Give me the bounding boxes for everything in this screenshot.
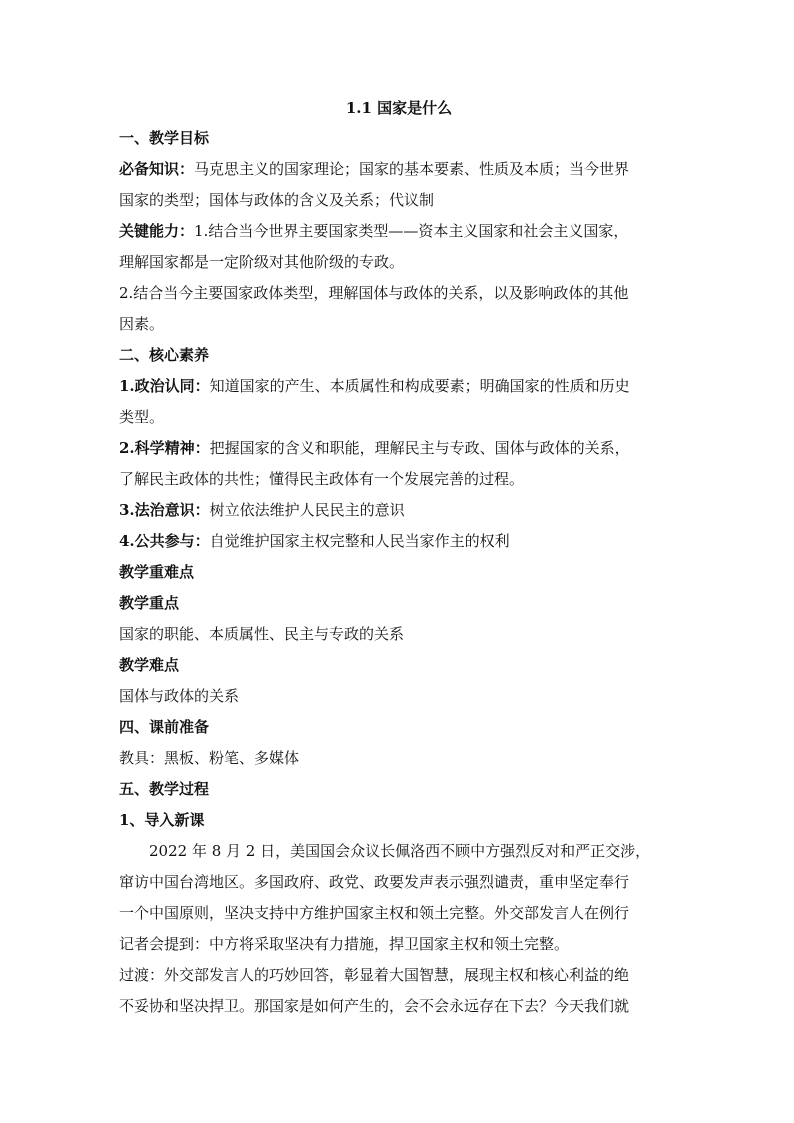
literacy2-line2: 了解民主政体的共性；懂得民主政体有一个发展完善的过程。 <box>119 470 525 488</box>
key-ability-line1 <box>119 216 679 247</box>
key-ability2-line2: 因素。 <box>119 315 165 333</box>
essential-knowledge-line2: 国家的类型；国体与政体的含义及关系；代议制 <box>119 191 435 209</box>
essential-knowledge-label: 必备知识： <box>119 160 195 178</box>
literacy3-text: 树立依法维护人民民主的意识 <box>209 501 405 519</box>
key-ability-line2: 理解国家都是一定阶级对其他阶级的专政。 <box>119 253 405 271</box>
literacy1-label: 1.政治认同： <box>119 377 210 395</box>
section-heading-prep: 四、课前准备 <box>119 718 210 736</box>
literacy4-line <box>119 526 679 557</box>
page-title: 1.1 国家是什么 <box>345 99 453 117</box>
literacy4-label: 4.公共参与： <box>119 532 210 550</box>
key-ability-label: 关键能力： <box>119 222 195 240</box>
difficulty-text: 国体与政体的关系 <box>119 687 240 705</box>
literacy4-text: 自觉维护国家主权完整和人民当家作主的权利 <box>209 532 510 550</box>
section-heading-process: 五、教学过程 <box>119 780 210 798</box>
literacy3-label: 3.法治意识： <box>119 501 210 519</box>
intro-paragraph-line4: 记者会提到：中方将采取坚决有力措施，捍卫国家主权和领土完整。 <box>119 935 570 953</box>
essential-knowledge-text1: 马克思主义的国家理论；国家的基本要素、性质及本质；当今世界 <box>194 160 630 178</box>
document-page <box>119 93 679 1022</box>
essential-knowledge-line1 <box>119 154 679 185</box>
intro-heading: 1、导入新课 <box>119 811 205 829</box>
focus-text: 国家的职能、本质属性、民主与专政的关系 <box>119 625 405 643</box>
section-heading-literacy: 二、核心素养 <box>119 346 210 364</box>
prep-text: 教具：黑板、粉笔、多媒体 <box>119 749 300 767</box>
transition-line2: 不妥协和坚决捍卫。那国家是如何产生的，会不会永远存在下去？今天我们就 <box>119 997 630 1015</box>
literacy1-line2: 类型。 <box>119 408 165 426</box>
focus-heading: 教学重点 <box>119 594 180 612</box>
literacy1-line1 <box>119 371 679 402</box>
transition-line1: 过渡：外交部发言人的巧妙回答，彰显着大国智慧，展现主权和核心利益的绝 <box>119 966 630 984</box>
key-ability2-line1: 2.结合当今主要国家政体类型，理解国体与政体的关系，以及影响政体的其他 <box>119 284 629 302</box>
literacy2-line1 <box>119 433 679 464</box>
key-ability-text1: 1.结合当今世界主要国家类型——资本主义国家和社会主义国家， <box>194 222 629 240</box>
literacy1-text1: 知道国家的产生、本质属性和构成要素；明确国家的性质和历史 <box>209 377 630 395</box>
intro-paragraph-line1: 2022 年 8 月 2 日，美国国会众议长佩洛西不顾中方强烈反对和严正交涉， <box>149 842 651 860</box>
literacy2-label: 2.科学精神： <box>119 439 210 457</box>
intro-paragraph-line3: 一个中国原则，坚决支持中方维护国家主权和领土完整。外交部发言人在例行 <box>119 904 630 922</box>
literacy2-text1: 把握国家的含义和职能，理解民主与专政、国体与政体的关系， <box>209 439 630 457</box>
section-heading-goals: 一、教学目标 <box>119 129 210 147</box>
literacy3-line <box>119 495 679 526</box>
intro-paragraph-line2: 窜访中国台湾地区。多国政府、政党、政要发声表示强烈谴责，重申坚定奉行 <box>119 873 630 891</box>
difficulty-heading: 教学难点 <box>119 656 180 674</box>
section-heading-keypoints: 教学重难点 <box>119 563 195 581</box>
